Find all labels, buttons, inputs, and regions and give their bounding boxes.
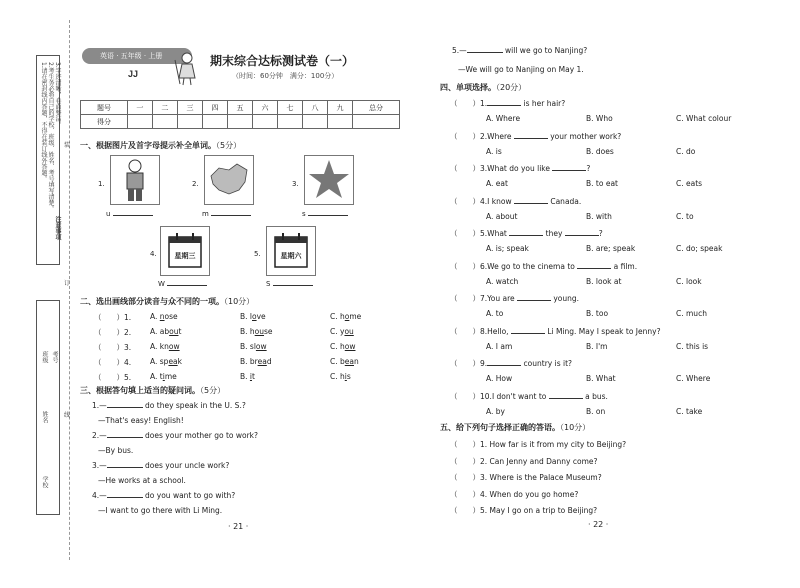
class-label: 班级 <box>41 351 48 363</box>
sec4-option-b[interactable]: B. with <box>586 211 612 221</box>
section-5-heading <box>440 422 590 433</box>
option-text: B. l <box>240 312 252 321</box>
question-text: do they speak in the U. S.? <box>142 401 246 410</box>
answer-blank[interactable] <box>511 333 545 334</box>
q5-suffix: will we go to Nanjing? <box>502 46 588 55</box>
star-icon <box>305 156 353 204</box>
pic-1-frame <box>110 155 160 205</box>
pic-3-answer <box>302 210 348 218</box>
option-text: A. kn <box>150 342 169 351</box>
question-text: I don't want to <box>491 391 549 401</box>
sec4-option-c[interactable]: C. look <box>676 276 702 286</box>
notice-heading: 注意事项 <box>54 216 61 240</box>
answer-blank[interactable] <box>552 170 586 171</box>
pic-5-answer <box>266 280 313 288</box>
pic-3-letter: s <box>302 210 306 218</box>
sec3-question <box>92 401 246 410</box>
question-text: ? <box>586 164 591 173</box>
section-3-points: （5分） <box>200 386 226 395</box>
sec3-answer: —By bus. <box>98 446 134 455</box>
answer-blank[interactable] <box>509 235 543 236</box>
question-number: （ ）6. <box>450 261 488 271</box>
sec2-option-b[interactable] <box>240 357 272 366</box>
sec4-option-c[interactable]: C. do <box>676 146 696 156</box>
score-cell: 二 <box>152 101 177 115</box>
sec2-item-number: （ ）1. <box>94 313 132 322</box>
option-text: n <box>353 357 359 366</box>
question-text: Where <box>487 131 514 141</box>
score-cell: 五 <box>227 101 252 115</box>
pic-5-number: 5. <box>254 250 261 258</box>
option-text: A. ab <box>150 327 170 336</box>
sec4-option-b[interactable]: B. to eat <box>586 179 618 188</box>
score-cell: 四 <box>202 101 227 115</box>
answer-blank[interactable] <box>565 235 599 236</box>
binding-mark-1: 装 <box>64 142 71 149</box>
answer-blank[interactable] <box>487 105 521 106</box>
china-map-icon <box>205 156 253 204</box>
option-text: B. br <box>240 357 258 366</box>
sec5-item: （ ）1. How far is it from my city to Beijing? <box>450 440 627 449</box>
sec4-question <box>450 391 608 402</box>
sec4-question <box>450 261 637 272</box>
sec2-option-a[interactable] <box>150 357 182 366</box>
sec4-option-a[interactable]: A. Where <box>486 114 521 123</box>
sec4-question <box>450 228 603 239</box>
sec4-question <box>450 98 565 109</box>
score-table-header-row <box>81 101 400 115</box>
question-prefix: 4.— <box>92 491 107 500</box>
pic-2-letter: m <box>202 210 209 218</box>
sec4-question <box>450 293 579 304</box>
pic-2-answer <box>202 210 251 218</box>
score-input[interactable] <box>278 115 303 129</box>
score-row-label: 得分 <box>81 115 128 129</box>
answer-blank[interactable] <box>107 437 143 438</box>
question-text: ? <box>598 229 603 238</box>
student-info-box <box>36 300 60 515</box>
option-text: ose <box>164 312 178 321</box>
sec2-option-b[interactable] <box>240 372 255 381</box>
question-text: What <box>487 229 510 238</box>
pic-4-number: 4. <box>150 250 157 258</box>
q5-blank[interactable] <box>467 52 503 53</box>
pic-5-frame <box>266 226 316 276</box>
question-number: （ ）7. <box>450 294 488 303</box>
question-text: a film. <box>611 261 638 271</box>
option-text: A. t <box>150 372 163 381</box>
question-text: I know <box>487 196 514 206</box>
option-text: A. sp <box>150 357 169 366</box>
score-input[interactable] <box>328 115 353 129</box>
question-text: does your uncle work? <box>142 461 230 470</box>
underlined-letters: ea <box>344 357 354 366</box>
sec4-option-b[interactable]: B. Who <box>586 114 613 123</box>
option-text: t <box>252 372 255 381</box>
question-number: （ ）5. <box>450 229 488 238</box>
underlined-letters: ea <box>257 357 267 366</box>
section-4-heading <box>440 82 526 93</box>
binding-mark-2: 订 <box>64 280 71 287</box>
sec4-question <box>450 131 621 142</box>
question-number: （ ）10. <box>450 391 492 401</box>
option-text: B. <box>240 372 250 381</box>
question-text: your mother work? <box>547 131 622 141</box>
sec4-option-c[interactable]: C. Where <box>676 374 711 383</box>
section-2-title: 二、选出画线部分读音与众不同的一项。 <box>80 297 224 306</box>
score-table <box>80 100 400 129</box>
sec4-option-c[interactable]: C. much <box>676 309 707 318</box>
question-text: they <box>543 229 565 238</box>
score-cell: 题号 <box>81 101 128 115</box>
binding-mark-3: 线 <box>64 412 71 419</box>
pic-5-blank[interactable] <box>273 285 313 286</box>
notice-line-1: 1.请在密封线内答题，不得在装订线外答题。 <box>40 62 47 182</box>
option-text: C. y <box>330 327 345 336</box>
underlined-letters: ow <box>255 342 267 351</box>
score-input[interactable] <box>152 115 177 129</box>
sec2-item-number: （ ）5. <box>94 373 132 382</box>
sec4-option-a[interactable]: A. about <box>486 211 518 221</box>
sec4-option-b[interactable]: B. look at <box>586 276 622 286</box>
question-number: （ ）8. <box>450 326 488 336</box>
sec3-answer: —He works at a school. <box>98 476 186 485</box>
sec4-option-a[interactable]: A. by <box>486 406 505 416</box>
sec4-option-b[interactable]: B. What <box>586 374 616 383</box>
pic-4-frame <box>160 226 210 276</box>
question-prefix: 2.— <box>92 431 107 440</box>
question-text: does your mother go to work? <box>142 431 258 440</box>
sec2-item-number: （ ）2. <box>94 328 132 337</box>
binding-dashed-line <box>69 20 70 560</box>
q5-prefix: 5.— <box>452 46 467 55</box>
question-text: We go to the cinema to <box>487 261 578 271</box>
pic-1-letter: u <box>106 210 111 218</box>
option-text: A. <box>150 312 160 321</box>
question-number: （ ）4. <box>450 196 488 206</box>
sec4-option-a[interactable]: A. I am <box>486 341 513 351</box>
section-5-points: （10分） <box>560 423 591 432</box>
sec4-question <box>450 358 572 369</box>
underlined-letters: ow <box>168 342 180 351</box>
section-3-heading <box>80 385 225 396</box>
page-number-left: · 21 · <box>228 522 249 531</box>
score-input[interactable] <box>353 115 400 129</box>
sec4-option-b[interactable]: B. I'm <box>586 341 608 351</box>
notice-line-2: 2.考生务必将自己的学校、班级、姓名、考号填写清楚。 <box>47 62 54 212</box>
question-text: do you want to go with? <box>142 491 236 500</box>
underlined-letters: i <box>162 372 165 381</box>
score-input[interactable] <box>177 115 202 129</box>
pic-5-letter: S <box>266 280 271 288</box>
pic-2-blank[interactable] <box>211 215 251 216</box>
sec4-option-a[interactable]: A. to <box>486 309 504 318</box>
underlined-letters: o <box>252 312 257 321</box>
question-text: country is it? <box>521 359 572 368</box>
section-3-title: 三、根据答句填上适当的疑问词。 <box>80 386 200 395</box>
exam-id-label: 考号 <box>51 351 58 363</box>
sec2-option-c[interactable] <box>330 357 359 366</box>
underlined-letters: ou <box>169 327 179 336</box>
sec2-option-a[interactable] <box>150 342 180 351</box>
sec2-option-c[interactable] <box>330 342 356 351</box>
sec3-q5-question <box>452 46 587 55</box>
sec4-option-a[interactable]: A. is <box>486 146 502 156</box>
sec3-question <box>92 461 229 470</box>
pic-1-answer <box>106 210 153 218</box>
sec2-option-a[interactable] <box>150 372 177 381</box>
question-prefix: 1.— <box>92 401 107 410</box>
question-text: a bus. <box>582 391 608 401</box>
sec2-option-c[interactable] <box>330 312 361 321</box>
sec4-option-a[interactable]: A. is; speak <box>486 244 529 253</box>
underlined-letters: ea <box>168 357 178 366</box>
answer-blank[interactable] <box>487 365 521 366</box>
sec4-option-c[interactable]: C. this is <box>676 341 709 351</box>
pic-4-letter: W <box>158 280 165 288</box>
sec4-option-c[interactable]: C. take <box>676 406 703 416</box>
pic-4-blank[interactable] <box>167 285 207 286</box>
underlined-letters: ou <box>344 327 354 336</box>
option-text: k <box>177 357 182 366</box>
pic-1-number: 1. <box>98 180 105 188</box>
pic-2-frame <box>204 155 254 205</box>
section-1-heading <box>80 140 241 151</box>
sec4-option-c[interactable]: C. do; speak <box>676 244 723 253</box>
sec2-option-a[interactable] <box>150 312 178 321</box>
question-prefix: 3.— <box>92 461 107 470</box>
sec3-answer: —I want to go there with Li Ming. <box>98 506 223 515</box>
page-number-right: · 22 · <box>588 520 609 529</box>
question-text: What do you like <box>487 164 553 173</box>
pic-3-frame <box>304 155 354 205</box>
score-cell: 六 <box>252 101 277 115</box>
score-input[interactable] <box>227 115 252 129</box>
exam-header <box>80 40 405 92</box>
sec4-question <box>450 196 581 207</box>
score-cell: 一 <box>127 101 152 115</box>
question-text: Hello, <box>487 326 511 336</box>
pic-4-answer <box>158 280 207 288</box>
notice-line-3: 3.字迹清晰，卷面整洁。 <box>54 62 61 128</box>
question-text: young. <box>550 294 580 303</box>
sec2-option-b[interactable] <box>240 342 267 351</box>
score-cell: 总分 <box>353 101 400 115</box>
sec3-answer: —That's easy! English! <box>98 416 184 425</box>
sec5-item: （ ）2. Can Jenny and Danny come? <box>450 456 598 466</box>
answer-blank[interactable] <box>107 497 143 498</box>
sec5-item: （ ）3. Where is the Palace Museum? <box>450 473 602 482</box>
answer-blank[interactable] <box>514 203 548 204</box>
person-icon <box>111 156 159 204</box>
score-cell: 三 <box>177 101 202 115</box>
underlined-letters: i <box>249 372 253 381</box>
sec2-option-b[interactable] <box>240 312 266 321</box>
exam-subtitle: （时间：60分钟 满分：100分） <box>232 72 339 80</box>
option-text: C. h <box>330 372 345 381</box>
sec4-option-a[interactable]: A. How <box>486 374 513 383</box>
calendar-4-text: 星期三 <box>174 252 196 260</box>
underlined-letters: ou <box>254 327 265 336</box>
sec4-option-a[interactable]: A. watch <box>486 276 519 286</box>
sec2-item-number: （ ）3. <box>94 343 132 352</box>
sec4-option-b[interactable]: B. are; speak <box>586 244 636 253</box>
score-cell: 八 <box>303 101 328 115</box>
option-text: d <box>266 357 272 366</box>
pic-3-number: 3. <box>292 180 299 188</box>
section-4-points: （20分） <box>496 83 527 92</box>
sec2-option-c[interactable] <box>330 327 354 336</box>
sec3-question <box>92 491 235 500</box>
section-4-title: 四、单项选择。 <box>440 83 496 92</box>
section-1-title: 一、根据图片及首字母提示补全单词。 <box>80 141 216 150</box>
option-text: s <box>346 372 351 381</box>
option-text: C. h <box>330 342 345 351</box>
exam-title: 期末综合达标测试卷（一） <box>210 54 355 68</box>
pic-1-blank[interactable] <box>113 215 153 216</box>
underlined-letters: o <box>344 312 350 321</box>
option-text: me <box>349 312 362 321</box>
girl-sweeping-icon <box>172 50 202 86</box>
score-cell: 七 <box>278 101 303 115</box>
sec4-option-b[interactable]: B. on <box>586 406 606 416</box>
score-input[interactable] <box>252 115 277 129</box>
sec2-option-c[interactable] <box>330 372 351 381</box>
pic-2-number: 2. <box>192 180 199 188</box>
section-5-title: 五、给下列句子选择正确的答语。 <box>440 423 560 432</box>
question-text: You are <box>487 294 517 303</box>
option-text: C. h <box>330 312 345 321</box>
section-2-points: （10分） <box>224 297 255 306</box>
answer-blank[interactable] <box>107 467 143 468</box>
option-text: me <box>164 372 177 381</box>
pic-3-blank[interactable] <box>308 215 348 216</box>
underlined-letters: ow <box>344 342 356 351</box>
sec4-option-c[interactable]: C. eats <box>676 179 703 188</box>
question-number: （ ）2. <box>450 131 488 141</box>
section-1-points: （5分） <box>216 141 242 150</box>
answer-blank[interactable] <box>549 398 583 399</box>
sec2-option-b[interactable] <box>240 327 273 336</box>
score-input[interactable] <box>202 115 227 129</box>
score-input[interactable] <box>303 115 328 129</box>
sec4-option-a[interactable]: A. eat <box>486 179 508 188</box>
question-text: Li Ming. May I speak to Jenny? <box>544 326 661 336</box>
score-cell: 九 <box>328 101 353 115</box>
sec2-option-a[interactable] <box>150 327 181 336</box>
binding-margin <box>30 55 66 515</box>
left-page <box>80 40 405 531</box>
school-label: 学校 <box>41 476 48 488</box>
answer-blank[interactable] <box>517 300 551 301</box>
question-text: Canada. <box>547 196 582 206</box>
question-number: （ ）9. <box>450 359 488 368</box>
option-text: se <box>264 327 273 336</box>
grade-badge: 英语 · 五年级 · 上册 <box>82 48 192 64</box>
question-number: （ ）3. <box>450 164 488 173</box>
question-text: is her hair? <box>521 99 566 108</box>
answer-blank[interactable] <box>107 407 143 408</box>
sec4-option-b[interactable]: B. too <box>586 309 609 318</box>
underlined-letters: n <box>159 312 165 321</box>
underlined-letters: i <box>344 372 347 381</box>
edition-label: JJ <box>128 69 139 79</box>
sec4-option-c[interactable]: C. What colour <box>676 114 732 123</box>
sec5-item: （ ）4. When do you go home? <box>450 489 579 499</box>
section-2-heading <box>80 296 254 307</box>
sec4-question <box>450 163 590 174</box>
sec4-question <box>450 326 661 337</box>
score-table-score-row <box>81 115 400 129</box>
option-text: t <box>178 327 182 336</box>
sec3-q5-answer: —We will go to Nanjing on May 1. <box>458 65 584 74</box>
question-number: （ ）1. <box>450 99 488 108</box>
answer-blank[interactable] <box>577 268 611 269</box>
sec2-item-number: （ ）4. <box>94 358 132 367</box>
option-text: B. sl <box>240 342 256 351</box>
sec3-question <box>92 431 258 440</box>
sec4-option-b[interactable]: B. does <box>586 146 614 156</box>
sec5-item: （ ）5. May I go on a trip to Beijing? <box>450 506 598 515</box>
option-text: B. h <box>240 327 255 336</box>
sec4-option-c[interactable]: C. to <box>676 211 694 221</box>
notice-box <box>36 55 60 265</box>
answer-blank[interactable] <box>514 138 548 139</box>
name-label: 姓名 <box>41 411 48 423</box>
score-input[interactable] <box>127 115 152 129</box>
option-text: C. b <box>330 357 345 366</box>
calendar-5-text: 星期六 <box>280 252 302 260</box>
option-text: ve <box>256 312 266 321</box>
